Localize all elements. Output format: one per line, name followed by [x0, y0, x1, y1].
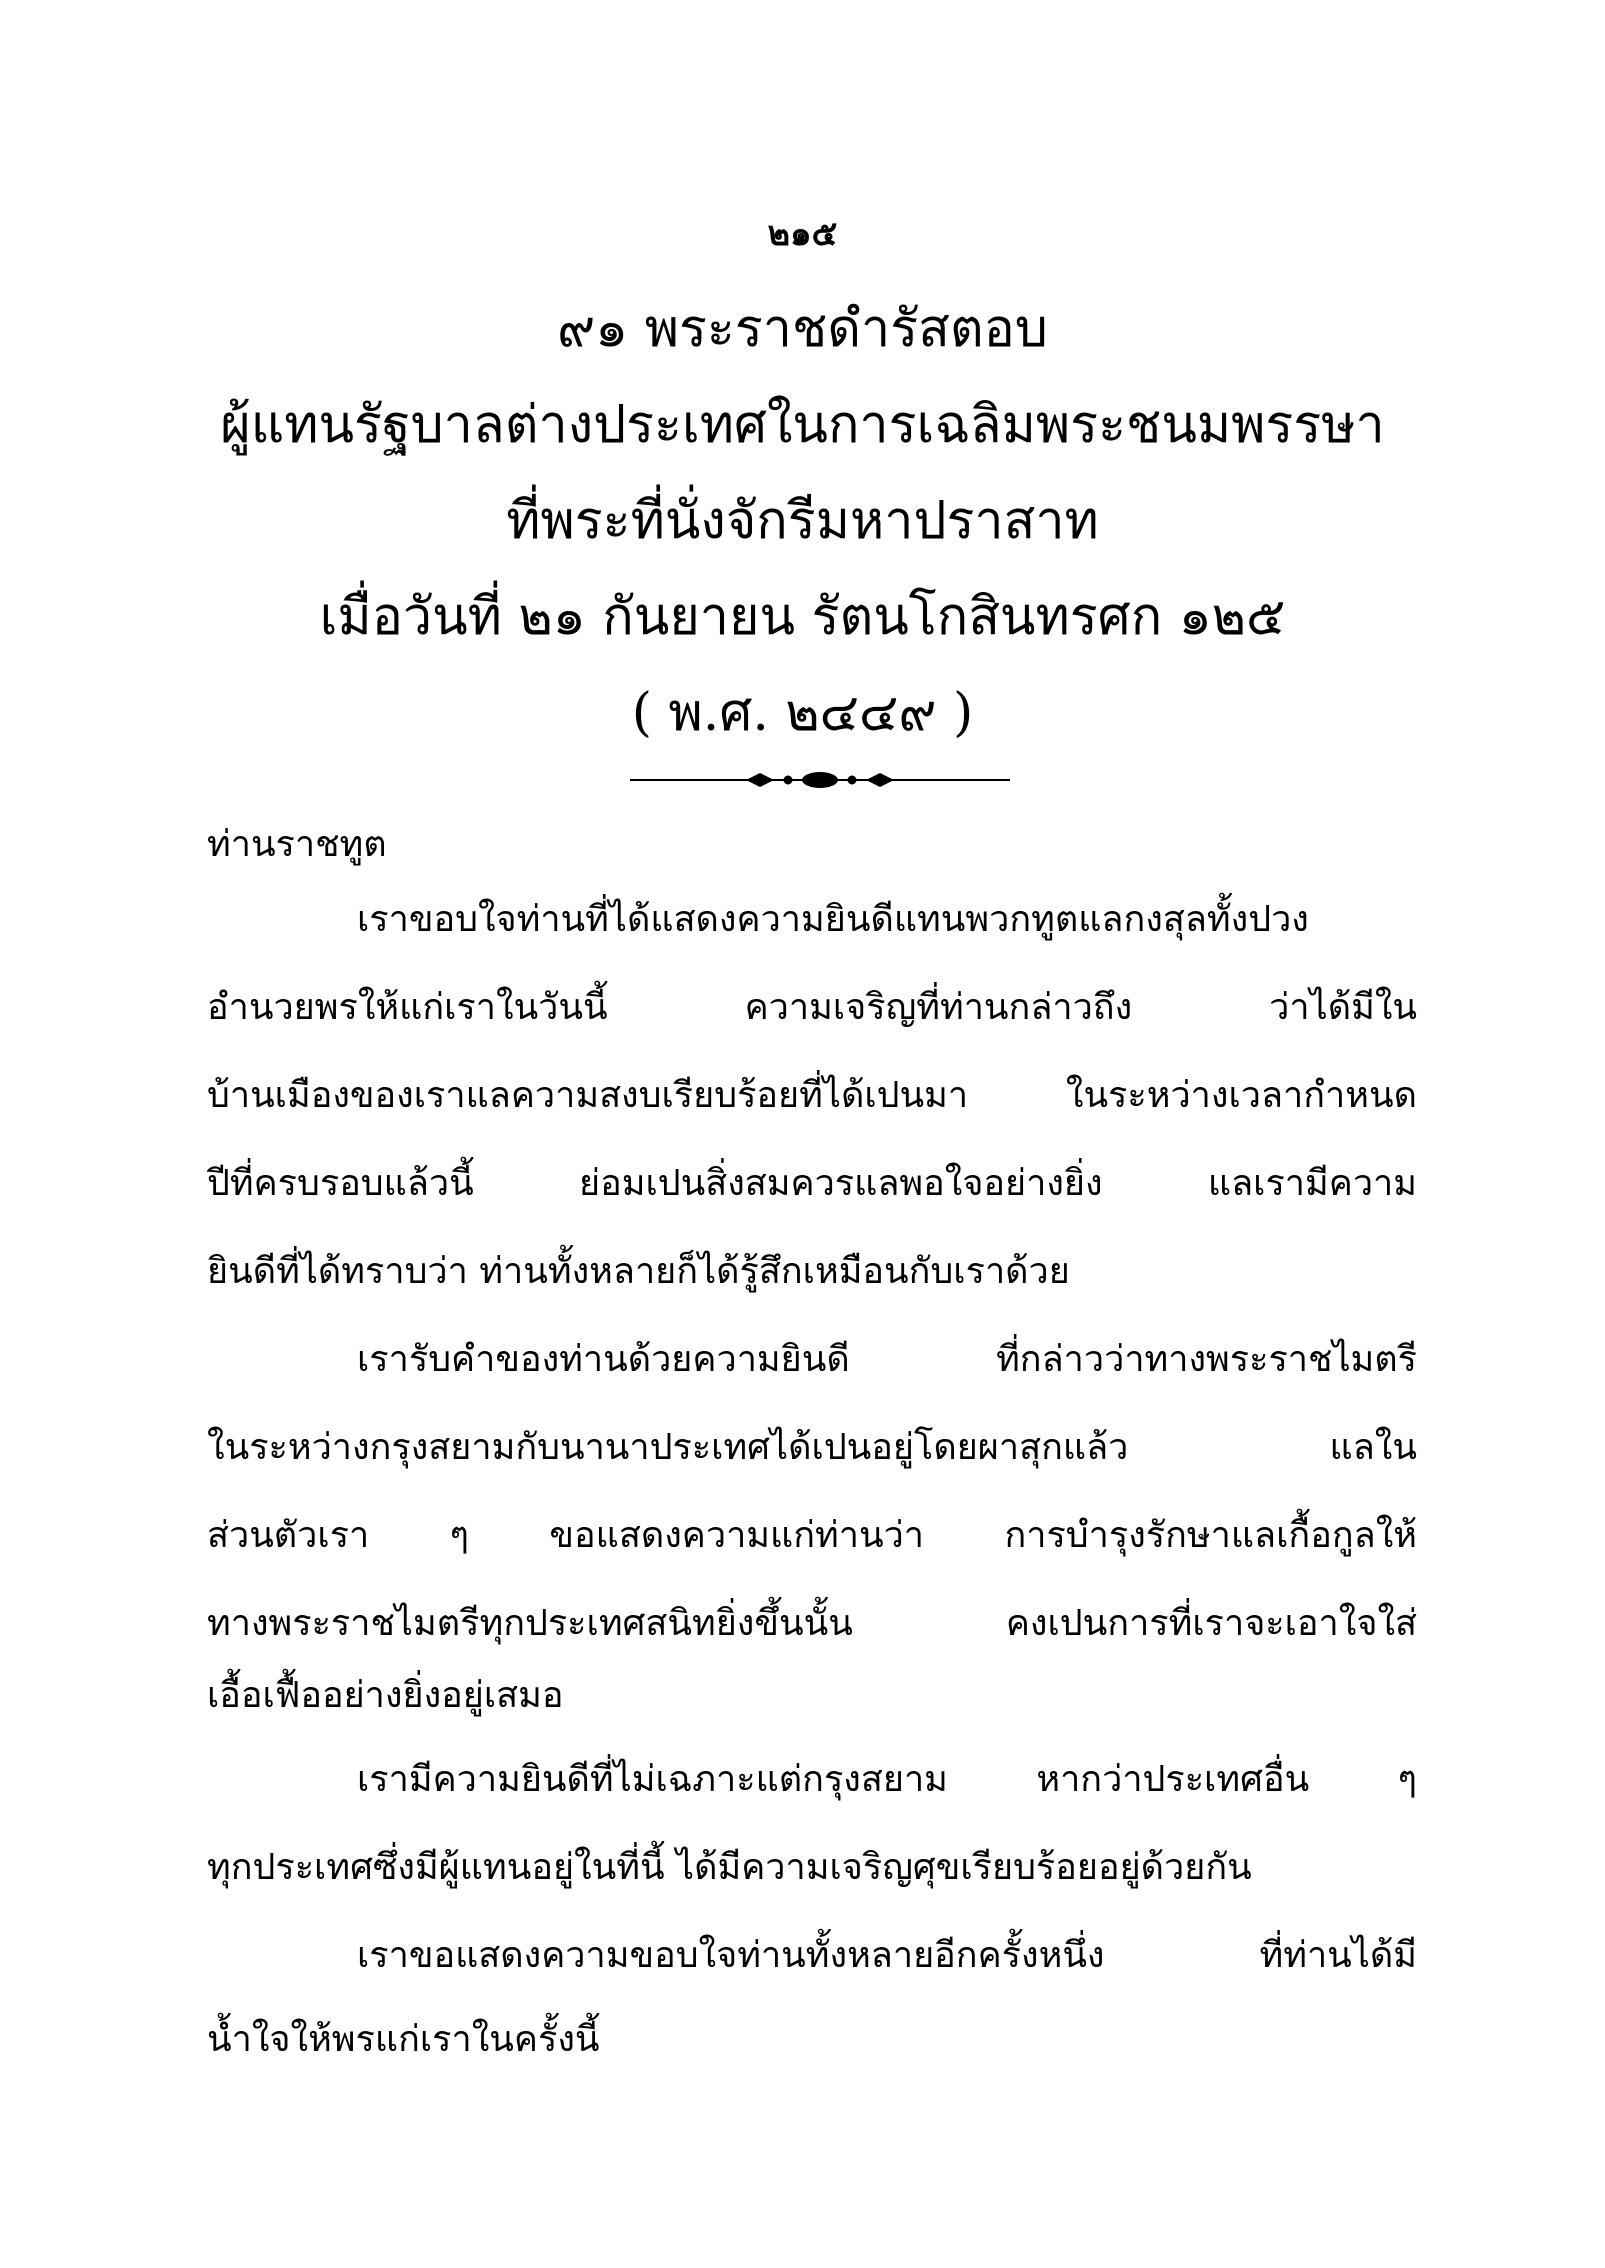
- paragraph-4-line: เราขอแสดงความขอบใจท่านทั้งหลายอีกครั้งหนึ่ง ที่ท่านได้มี: [357, 1935, 1417, 1976]
- divider-ornament-icon: [630, 768, 1010, 792]
- paragraph-2-line: เรารับคำของท่านด้วยความยินดี ที่กล่าวว่าทางพระราชไมตรี: [357, 1339, 1417, 1380]
- paragraph-1-line: เราขอบใจท่านที่ได้แสดงความยินดีแทนพวกทูตแลกงสุลทั้งปวง: [357, 899, 1309, 940]
- paragraph-2-line: ในระหว่างกรุงสยามกับนานาประเทศได้เปนอยู่โดยผาสุกแล้ว แลใน: [207, 1427, 1417, 1468]
- paragraph-2-line: ส่วนตัวเรา ๆ ขอแสดงความแก่ท่านว่า การบำรุงรักษาแลเกื้อกูลให้: [207, 1515, 1417, 1556]
- paragraph-1-line: ปีที่ครบรอบแล้วนี้ ย่อมเปนสิ่งสมควรแลพอใจอย่างยิ่ง แลเรามีความ: [207, 1163, 1417, 1204]
- paragraph-3-line: ทุกประเทศซึ่งมีผู้แทนอยู่ในที่นี้ ได้มีความเจริญศุขเรียบร้อยอยู่ด้วยกัน: [207, 1847, 1252, 1888]
- paragraph-1-line: ยินดีที่ได้ทราบว่า ท่านทั้งหลายก็ได้รู้สึกเหมือนกับเราด้วย: [207, 1251, 1070, 1292]
- paragraph-1-line: อำนวยพรให้แก่เราในวันนี้ ความเจริญที่ท่านกล่าวถึง ว่าได้มีใน: [207, 987, 1417, 1028]
- paragraph-4-line: น้ำใจให้พรแก่เราในครั้งนี้: [207, 2019, 600, 2060]
- speech-venue: ที่พระที่นั่งจักรีมหาปราสาท: [506, 491, 1099, 551]
- paragraph-2-line: ทางพระราชไมตรีทุกประเทศสนิทยิ่งขึ้นนั้น คงเปนการที่เราจะเอาใจใส่: [207, 1603, 1417, 1644]
- speech-date: เมื่อวันที่ ๒๑ กันยายน รัตนโกสินทรศก ๑๒๕: [319, 587, 1286, 647]
- paragraph-3-line: เรามีความยินดีที่ไม่เฉภาะแต่กรุงสยาม หากว่าประเทศอื่น ๆ: [357, 1759, 1417, 1800]
- paragraph-1-line: บ้านเมืองของเราแลความสงบเรียบร้อยที่ได้เปนมา ในระหว่างเวลากำหนด: [207, 1075, 1417, 1116]
- speech-year-buddhist-era: ( พ.ศ. ๒๔๔๙ ): [631, 683, 974, 743]
- salutation: ท่านราชทูต: [207, 824, 387, 865]
- speech-audience-and-occasion: ผู้แทนรัฐบาลต่างประเทศในการเฉลิมพระชนมพรรษา: [220, 395, 1385, 455]
- paragraph-2-line: เอื้อเฟื้ออย่างยิ่งอยู่เสมอ: [207, 1675, 564, 1716]
- speech-number-and-title: ๙๑ พระราชดำรัสตอบ: [557, 299, 1048, 359]
- page-number: ๒๑๕: [767, 214, 838, 254]
